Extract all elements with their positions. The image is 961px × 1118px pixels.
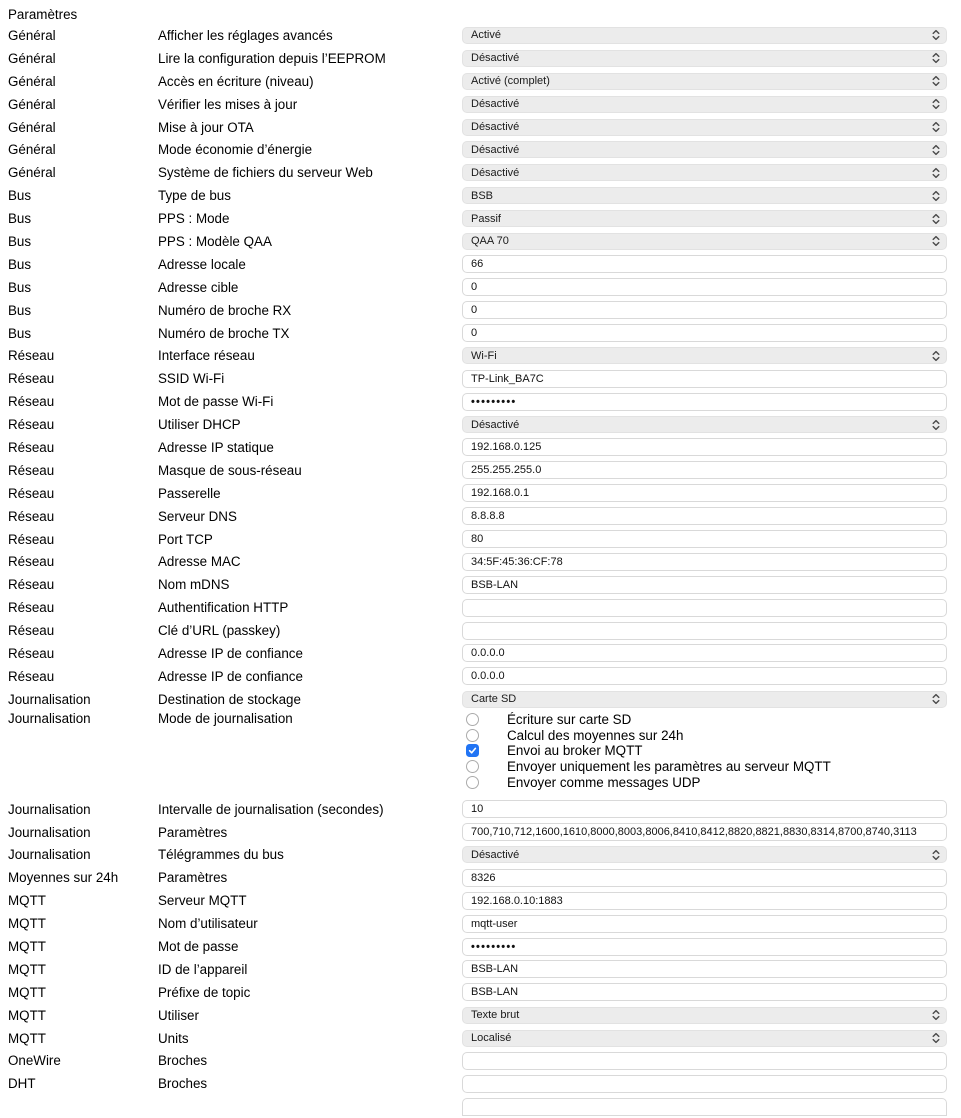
row-control: [462, 846, 947, 863]
row-category: Réseau: [8, 508, 55, 524]
row-label: Adresse IP statique: [158, 439, 274, 455]
checkbox-unchecked[interactable]: [466, 713, 479, 726]
row-control: [462, 622, 947, 640]
select-value: Désactivé: [471, 98, 520, 111]
settings-row: [8, 821, 947, 844]
text-field[interactable]: [462, 278, 947, 296]
row-category: Réseau: [8, 668, 55, 684]
row-control: [462, 1075, 947, 1093]
row-label: Vérifier les mises à jour: [158, 96, 298, 112]
row-control: [462, 1098, 947, 1116]
text-field[interactable]: [462, 1098, 947, 1116]
select-value: Désactivé: [471, 418, 520, 431]
row-control: [462, 324, 947, 342]
checkbox-row: [462, 727, 947, 743]
checkbox-row: [462, 774, 947, 790]
row-category: MQTT: [8, 916, 46, 932]
row-label: Adresse cible: [158, 279, 239, 295]
row-category: Journalisation: [8, 847, 91, 863]
row-control: [462, 711, 947, 790]
select-dropdown[interactable]: [462, 210, 947, 227]
row-control: [462, 141, 947, 158]
checkmark-icon: [468, 742, 477, 760]
row-label: Passerelle: [158, 485, 221, 501]
settings-row: [8, 844, 947, 867]
checkbox-label: Envoyer comme messages UDP: [507, 774, 701, 790]
checkbox-label: Calcul des moyennes sur 24h: [507, 727, 684, 743]
select-value: Désactivé: [471, 121, 520, 133]
row-control: [462, 119, 947, 136]
text-field[interactable]: [462, 530, 947, 548]
row-category: Général: [8, 96, 56, 112]
row-label: Mot de passe Wi-Fi: [158, 394, 274, 410]
settings-row-partial: [8, 1095, 947, 1118]
text-field[interactable]: [462, 823, 947, 841]
row-category: MQTT: [8, 1030, 46, 1046]
text-field[interactable]: [462, 576, 947, 594]
select-value: Passif: [471, 212, 501, 225]
select-value: BSB: [471, 189, 494, 202]
checkbox-row: [462, 712, 947, 728]
row-control: [462, 960, 947, 978]
row-control: [462, 347, 947, 364]
row-control: [462, 1030, 947, 1047]
row-label: Broches: [158, 1053, 208, 1069]
text-field[interactable]: [462, 438, 947, 456]
settings-row: [8, 24, 947, 47]
row-label: PPS : Mode: [158, 211, 230, 227]
text-field[interactable]: [462, 960, 947, 978]
row-category: Réseau: [8, 394, 55, 410]
row-control: [462, 278, 947, 296]
settings-row: [8, 413, 947, 436]
settings-row: [8, 889, 947, 912]
row-label: Adresse IP de confiance: [158, 668, 303, 684]
select-value: Désactivé: [471, 848, 520, 861]
page-title: Paramètres: [8, 7, 78, 22]
select-dropdown[interactable]: [462, 141, 947, 158]
settings-row: [8, 665, 947, 688]
row-category: Bus: [8, 188, 32, 204]
checkbox-row: [462, 759, 947, 775]
row-category: Réseau: [8, 485, 55, 501]
row-label: Broches: [158, 1076, 208, 1092]
row-control: [462, 27, 947, 44]
settings-row: [8, 573, 947, 596]
select-value: Désactivé: [471, 52, 520, 65]
select-chevron-icon: [932, 52, 940, 64]
checkbox-row: [462, 743, 947, 759]
text-field[interactable]: [462, 324, 947, 342]
row-control: [462, 691, 947, 708]
row-label: Clé d’URL (passkey): [158, 623, 281, 639]
select-chevron-icon: [932, 167, 940, 179]
settings-row: [8, 550, 947, 573]
row-control: [462, 255, 947, 273]
row-control: [462, 823, 947, 841]
row-control: [462, 461, 947, 479]
select-dropdown[interactable]: [462, 1007, 947, 1024]
text-field[interactable]: [462, 983, 947, 1001]
row-category: Réseau: [8, 577, 55, 593]
text-field[interactable]: [462, 869, 947, 887]
text-field[interactable]: [462, 644, 947, 662]
row-label: Authentification HTTP: [158, 600, 289, 616]
select-dropdown[interactable]: [462, 119, 947, 136]
select-chevron-icon: [932, 693, 940, 705]
settings-row: [8, 528, 947, 551]
settings-row: [8, 367, 947, 390]
settings-row: [8, 596, 947, 619]
row-label: Paramètres: [158, 870, 228, 886]
settings-row: [8, 1072, 947, 1095]
select-value: Texte brut: [471, 1009, 520, 1022]
row-category: Bus: [8, 233, 32, 249]
select-value: QAA 70: [471, 235, 509, 248]
select-chevron-icon: [932, 29, 940, 41]
row-category: Général: [8, 119, 56, 135]
row-category: Réseau: [8, 439, 55, 455]
select-dropdown[interactable]: [462, 164, 947, 181]
row-control: [462, 1007, 947, 1024]
text-field[interactable]: [462, 915, 947, 933]
row-label: Nom d’utilisateur: [158, 916, 258, 932]
row-label: Type de bus: [158, 188, 231, 204]
text-field[interactable]: [462, 484, 947, 502]
row-label: Système de fichiers du serveur Web: [158, 165, 373, 181]
settings-row: [8, 390, 947, 413]
row-label: Afficher les réglages avancés: [158, 27, 333, 43]
row-label: PPS : Modèle QAA: [158, 233, 272, 249]
row-category: Journalisation: [8, 710, 91, 726]
row-category: MQTT: [8, 893, 46, 909]
checkbox-unchecked[interactable]: [466, 729, 479, 742]
row-category: Général: [8, 142, 56, 158]
row-label: Units: [158, 1030, 189, 1046]
text-field[interactable]: [462, 553, 947, 571]
text-field[interactable]: [462, 667, 947, 685]
select-chevron-icon: [932, 75, 940, 87]
row-category: Bus: [8, 256, 32, 272]
select-value: Désactivé: [471, 143, 520, 156]
settings-row: [8, 642, 947, 665]
row-control: [462, 164, 947, 181]
row-control: [462, 1052, 947, 1070]
row-category: Réseau: [8, 623, 55, 639]
row-label: Adresse IP de confiance: [158, 645, 303, 661]
select-chevron-icon: [932, 121, 940, 133]
password-field[interactable]: [462, 938, 947, 956]
row-label: Adresse MAC: [158, 554, 241, 570]
settings-row: [8, 322, 947, 345]
row-label: Adresse locale: [158, 256, 246, 272]
settings-row: [8, 276, 947, 299]
select-chevron-icon: [932, 350, 940, 362]
row-control: [462, 484, 947, 502]
row-label: Port TCP: [158, 531, 213, 547]
row-category: Bus: [8, 325, 32, 341]
settings-row: [8, 230, 947, 253]
row-control: [462, 301, 947, 319]
row-control: [462, 644, 947, 662]
row-category: Général: [8, 27, 56, 43]
row-control: [462, 210, 947, 227]
settings-row: [8, 981, 947, 1004]
select-chevron-icon: [932, 849, 940, 861]
settings-row: [8, 482, 947, 505]
row-label: Mode économie d’énergie: [158, 142, 313, 158]
settings-row: [8, 116, 947, 139]
row-label: Paramètres: [158, 824, 228, 840]
text-field[interactable]: [462, 1075, 947, 1093]
row-category: DHT: [8, 1076, 36, 1092]
row-label: Masque de sous-réseau: [158, 462, 302, 478]
row-category: Général: [8, 73, 56, 89]
checkbox-checked[interactable]: [466, 744, 479, 757]
text-field[interactable]: [462, 370, 947, 388]
row-category: Journalisation: [8, 801, 91, 817]
row-control: [462, 983, 947, 1001]
row-label: Serveur MQTT: [158, 893, 247, 909]
row-category: Réseau: [8, 417, 55, 433]
select-chevron-icon: [932, 1032, 940, 1044]
select-chevron-icon: [932, 98, 940, 110]
row-label: SSID Wi-Fi: [158, 371, 225, 387]
row-label: Utiliser DHCP: [158, 417, 241, 433]
select-dropdown[interactable]: [462, 1030, 947, 1047]
text-field[interactable]: [462, 1052, 947, 1070]
row-category: Réseau: [8, 371, 55, 387]
row-category: Général: [8, 50, 56, 66]
row-control: [462, 187, 947, 204]
settings-row: [8, 138, 947, 161]
row-control: [462, 599, 947, 617]
row-category: Journalisation: [8, 824, 91, 840]
row-category: Réseau: [8, 348, 55, 364]
settings-row: [8, 47, 947, 70]
select-chevron-icon: [932, 419, 940, 431]
select-dropdown[interactable]: [462, 846, 947, 863]
settings-row: [8, 505, 947, 528]
checkbox-unchecked[interactable]: [466, 760, 479, 773]
password-field[interactable]: [462, 393, 947, 411]
text-field[interactable]: [462, 461, 947, 479]
row-label: Interface réseau: [158, 348, 255, 364]
settings-row: [8, 1004, 947, 1027]
settings-row: [8, 299, 947, 322]
select-value: Activé (complet): [471, 75, 550, 88]
row-label: ID de l’appareil: [158, 961, 248, 977]
row-control: [462, 233, 947, 250]
select-dropdown[interactable]: [462, 347, 947, 364]
row-category: Réseau: [8, 462, 55, 478]
select-value: Wi-Fi: [471, 349, 497, 362]
row-label: Numéro de broche TX: [158, 325, 290, 341]
row-label: Destination de stockage: [158, 691, 301, 707]
row-category: MQTT: [8, 1007, 46, 1023]
row-control: [462, 892, 947, 910]
row-label: Intervalle de journalisation (secondes): [158, 801, 384, 817]
text-field[interactable]: [462, 255, 947, 273]
settings-row: [8, 207, 947, 230]
row-control: [462, 553, 947, 571]
row-control: [462, 667, 947, 685]
row-category: Réseau: [8, 645, 55, 661]
text-field[interactable]: [462, 599, 947, 617]
settings-row: [8, 958, 947, 981]
settings-row: [8, 711, 947, 798]
settings-row: [8, 619, 947, 642]
row-label: Nom mDNS: [158, 577, 230, 593]
row-category: OneWire: [8, 1053, 61, 1069]
settings-row: [8, 935, 947, 958]
row-control: [462, 96, 947, 113]
row-control: [462, 438, 947, 456]
select-dropdown[interactable]: [462, 73, 947, 90]
settings-row: [8, 436, 947, 459]
row-control: [462, 507, 947, 525]
settings-row: [8, 912, 947, 935]
settings-row: [8, 1027, 947, 1050]
select-value: Activé: [471, 29, 501, 42]
row-category: MQTT: [8, 984, 46, 1000]
row-control: [462, 416, 947, 433]
row-category: Moyennes sur 24h: [8, 870, 119, 886]
select-chevron-icon: [932, 235, 940, 247]
select-chevron-icon: [932, 190, 940, 202]
row-control: [462, 530, 947, 548]
row-label: Mot de passe: [158, 939, 239, 954]
checkbox-label: Envoyer uniquement les paramètres au serveur MQTT: [507, 759, 831, 775]
row-category: Réseau: [8, 600, 55, 616]
row-label: Accès en écriture (niveau): [158, 73, 314, 89]
select-value: Carte SD: [471, 693, 517, 706]
settings-row: [8, 798, 947, 821]
row-category: Bus: [8, 279, 32, 295]
row-control: [462, 73, 947, 90]
row-category: Bus: [8, 302, 32, 318]
select-dropdown[interactable]: [462, 96, 947, 113]
row-label: Préfixe de topic: [158, 984, 251, 1000]
settings-list: [8, 24, 947, 1118]
row-label: Lire la configuration depuis l’EEPROM: [158, 50, 386, 66]
select-chevron-icon: [932, 1009, 940, 1021]
row-control: [462, 393, 947, 411]
select-dropdown[interactable]: [462, 50, 947, 67]
row-control: [462, 915, 947, 933]
row-label: Utiliser: [158, 1007, 199, 1023]
row-category: Réseau: [8, 554, 55, 570]
checkbox-label: Écriture sur carte SD: [507, 712, 632, 728]
settings-row: [8, 459, 947, 482]
row-label: Mode de journalisation: [158, 710, 293, 726]
row-control: [462, 50, 947, 67]
settings-row: [8, 161, 947, 184]
row-control: [462, 576, 947, 594]
settings-row: [8, 688, 947, 711]
text-field[interactable]: [462, 301, 947, 319]
settings-row: [8, 70, 947, 93]
select-dropdown[interactable]: [462, 416, 947, 433]
select-value: Localisé: [471, 1032, 512, 1045]
checkbox-unchecked[interactable]: [466, 776, 479, 789]
select-chevron-icon: [932, 213, 940, 225]
select-dropdown[interactable]: [462, 187, 947, 204]
text-field[interactable]: [462, 800, 947, 818]
row-category: Bus: [8, 211, 32, 227]
select-dropdown[interactable]: [462, 691, 947, 708]
row-control: [462, 800, 947, 818]
settings-row: [8, 253, 947, 276]
select-dropdown[interactable]: [462, 27, 947, 44]
row-control: [462, 869, 947, 887]
settings-row: [8, 93, 947, 116]
row-category: Réseau: [8, 531, 55, 547]
row-label: Télégrammes du bus: [158, 847, 284, 863]
settings-row: [8, 344, 947, 367]
checkbox-group: [462, 711, 947, 790]
text-field[interactable]: [462, 892, 947, 910]
select-chevron-icon: [932, 144, 940, 156]
row-label: Mise à jour OTA: [158, 119, 254, 135]
settings-row: [8, 184, 947, 207]
row-control: [462, 938, 947, 956]
row-category: Journalisation: [8, 691, 91, 707]
row-category: MQTT: [8, 961, 46, 977]
row-category: Général: [8, 165, 56, 181]
text-field[interactable]: [462, 507, 947, 525]
row-category: MQTT: [8, 939, 46, 954]
text-field[interactable]: [462, 622, 947, 640]
settings-row: [8, 866, 947, 889]
row-label: Serveur DNS: [158, 508, 237, 524]
checkbox-label: Envoi au broker MQTT: [507, 743, 643, 759]
settings-row: [8, 1050, 947, 1073]
select-dropdown[interactable]: [462, 233, 947, 250]
row-label: Numéro de broche RX: [158, 302, 292, 318]
select-value: Désactivé: [471, 166, 520, 179]
row-control: [462, 370, 947, 388]
